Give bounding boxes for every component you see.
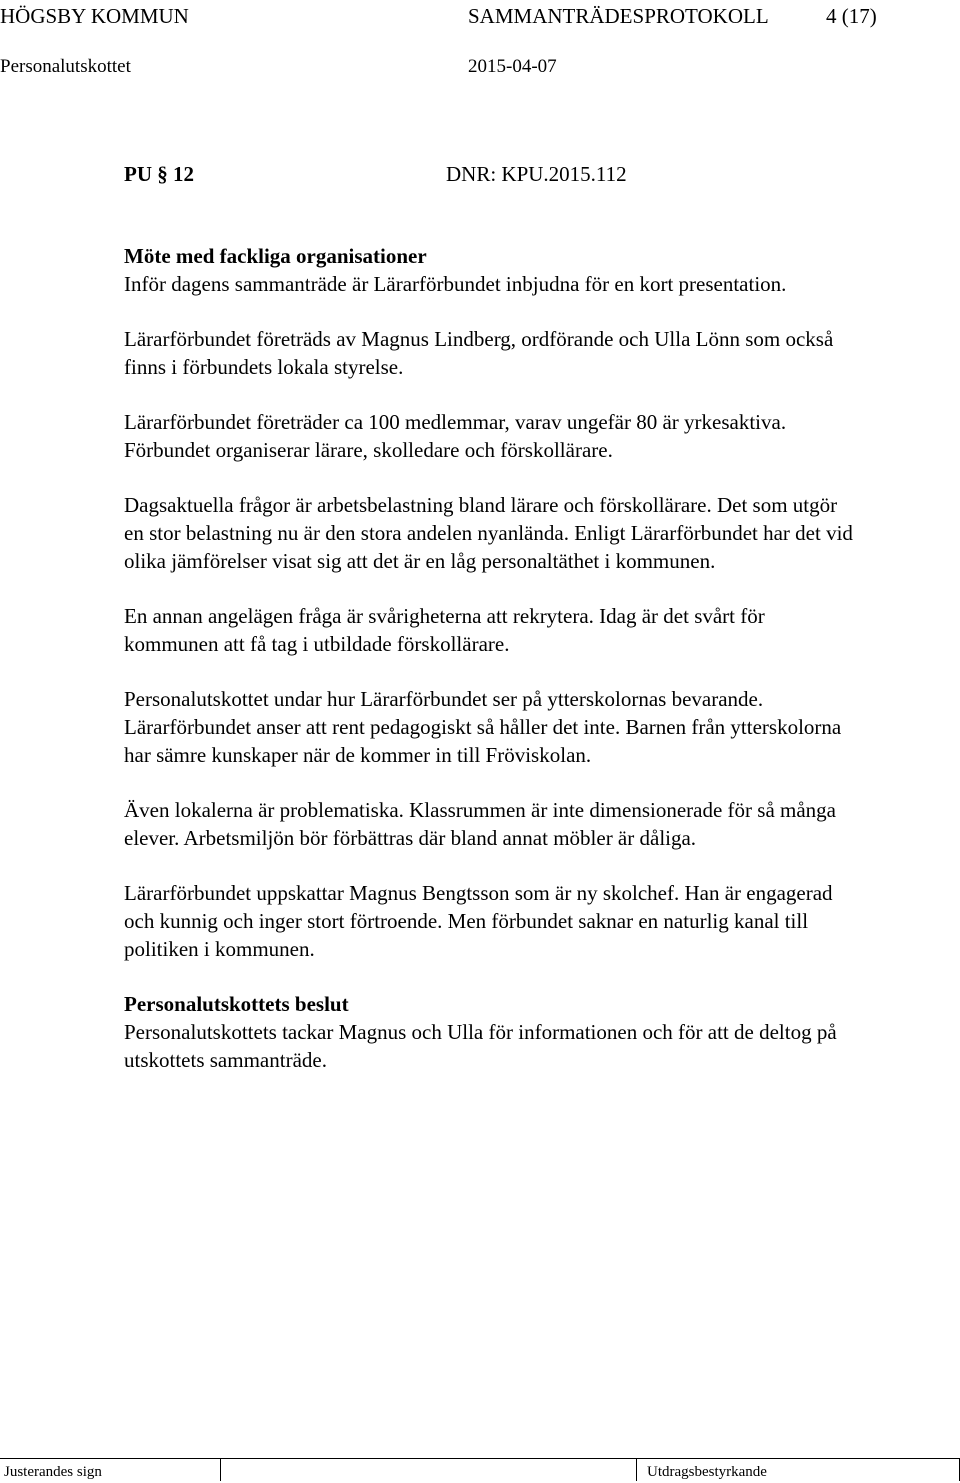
signature-box xyxy=(220,1459,637,1481)
paragraph: Dagsaktuella frågor är arbetsbelastning bland lärare och förskollärare. Det som utgör en stor belastning nu är den stora andelen nyanlända. Enligt Lärarförbundet har det vid olika jämförelser visat sig att det är en låg personaltäthet i kommunen. xyxy=(124,493,853,573)
department-name: Personalutskottet xyxy=(0,56,131,77)
section-heading: Möte med fackliga organisationer xyxy=(124,244,427,268)
case-dnr: DNR: KPU.2015.112 xyxy=(446,162,627,186)
extract-label: Utdragsbestyrkande xyxy=(647,1464,767,1480)
paragraph: En annan angelägen fråga är svårigheterna att rekrytera. Idag är det svårt för kommunen att få tag i utbildade förskollärare. xyxy=(124,604,765,656)
paragraph: Inför dagens sammanträde är Lärarförbundet inbjudna för en kort presentation. xyxy=(124,272,787,296)
paragraph: Lärarförbundet uppskattar Magnus Bengtsson som är ny skolchef. Han är engagerad och kunnig och inger stort förtroende. Men förbundet saknar en naturlig kanal till politiken i kommunen. xyxy=(124,881,833,961)
extract-box xyxy=(636,1459,960,1481)
case-id: PU § 12 xyxy=(124,162,194,186)
page-footer xyxy=(0,1458,960,1483)
document-type: SAMMANTRÄDESPROTOKOLL xyxy=(468,4,769,28)
signature-label: Justerandes sign xyxy=(4,1464,102,1480)
paragraph: Lärarförbundet företräds av Magnus Lindberg, ordförande och Ulla Lönn som också finns i förbundets lokala styrelse. xyxy=(124,327,834,379)
paragraph: Personalutskottet undar hur Lärarförbundet ser på ytterskolornas bevarande. Lärarförbundet anser att rent pedagogiskt så håller det inte. Barnen från ytterskolorna har sämre kunskaper när de kommer in till Fröviskolan. xyxy=(124,687,842,767)
organization-name: HÖGSBY KOMMUN xyxy=(0,4,189,28)
case-reference xyxy=(124,160,854,188)
decision-text: Personalutskottets tackar Magnus och Ulla för informationen och för att de deltog på utskottets sammanträde. xyxy=(124,1020,837,1072)
document-body xyxy=(124,160,854,1101)
page-number: 4 (17) xyxy=(826,4,877,28)
paragraph: Även lokalerna är problematiska. Klassrummen är inte dimensionerade för så många elever. Arbetsmiljön bör förbättras där bland annat möbler är dåliga. xyxy=(124,798,837,850)
paragraph: Lärarförbundet företräder ca 100 medlemmar, varav ungefär 80 är yrkesaktiva. Förbundet organiserar lärare, skolledare och förskollärare. xyxy=(124,410,787,462)
meeting-date: 2015-04-07 xyxy=(468,56,557,77)
decision-heading: Personalutskottets beslut xyxy=(124,992,349,1016)
